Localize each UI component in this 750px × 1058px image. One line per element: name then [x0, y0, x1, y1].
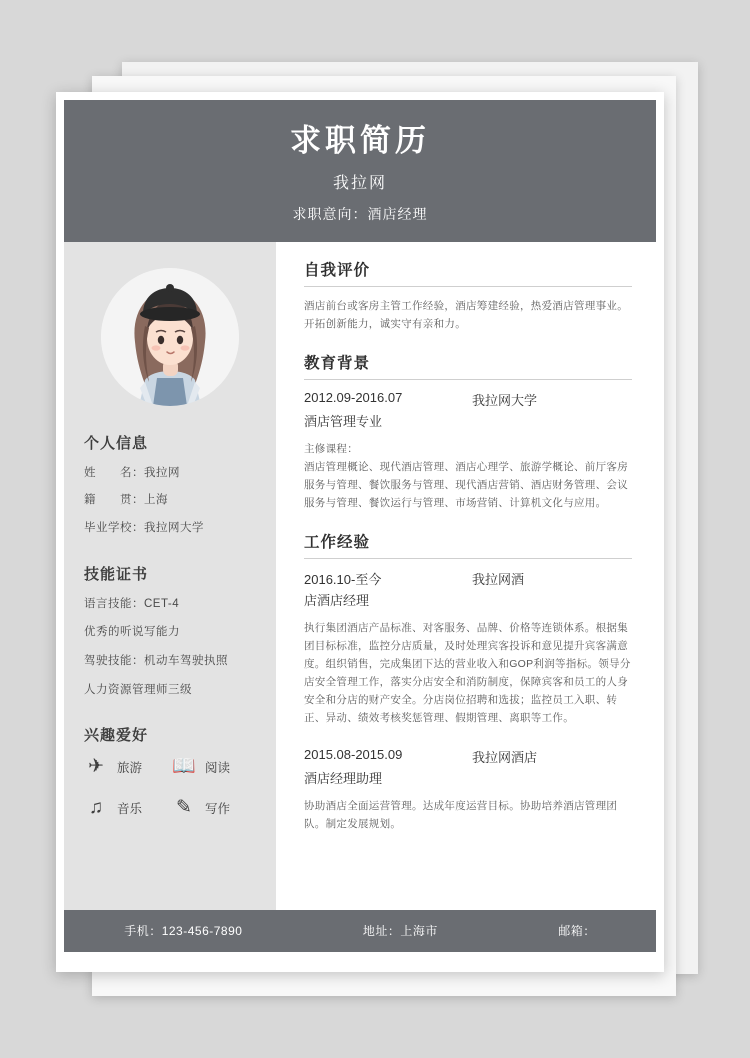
education-entry-head — [304, 390, 632, 409]
experience-company: 我拉网酒店 — [472, 750, 538, 766]
experience-details: 执行集团酒店产品标准、对客服务、品牌、价格等连锁体系。根据集团目标标准，监控分店质量，及时处理宾客投诉和意见提升宾客满意度。组织销售，完成集团下达的营业收入和GOP利润等指标。领导分店安全管理工作，落实分店安全和消防制度，保障宾客和员工的人身安全和分店的财产安全。分店岗位招聘和选拔；监控员工入职、转正、异动、绩效考核奖惩管理、假期管理、离职等工作。 — [304, 622, 631, 725]
resume-title: 求职简历 — [290, 123, 430, 158]
experience-company: 我拉网酒 — [472, 572, 525, 588]
experience-date: 2016.10-至今 — [304, 572, 382, 588]
skill-item: 语言技能：CET-4 — [84, 597, 180, 610]
hobby-list — [84, 757, 256, 817]
education-courses: 酒店管理概论、现代酒店管理、酒店心理学、旅游学概论、前厅客房服务与管理、餐饮服务与管理、现代酒店营销、酒店财务管理、会议服务与管理、餐饮运行与管理、市场营销、计算机文化与应用。 — [304, 460, 628, 509]
music-note-icon: ♫ — [88, 797, 104, 819]
section-self-evaluation — [304, 258, 632, 333]
hobby-label: 音乐 — [117, 801, 143, 816]
experience-item — [304, 569, 632, 727]
section-title-hobbies: 兴趣爱好 — [84, 727, 149, 745]
self-evaluation-text: 酒店前台或客房主管工作经验，酒店筹建经验，热爱酒店管理事业。开拓创新能力，诚实守有亲和力。 — [304, 299, 628, 330]
section-title-experience: 工作经验 — [304, 534, 371, 552]
education-school: 我拉网大学 — [472, 392, 538, 408]
education-date: 2012.09-2016.07 — [304, 389, 403, 405]
experience-details: 协助酒店全面运营管理。达成年度运营目标。协助培养酒店管理团队。制定发展规划。 — [304, 800, 618, 831]
divider — [304, 286, 632, 287]
resume-body — [64, 242, 656, 910]
info-hometown: 籍 贯：上海 — [84, 494, 168, 507]
pencil-icon: ✎ — [176, 797, 192, 819]
book-icon: 📖 — [172, 756, 196, 778]
skill-item: 人力资源管理师三级 — [84, 683, 192, 696]
experience-entry-head — [304, 747, 632, 766]
section-experience — [304, 530, 632, 833]
hobby-label: 写作 — [205, 801, 231, 816]
hobby-label: 阅读 — [205, 760, 231, 775]
resume-sheet — [56, 92, 664, 972]
section-title-education: 教育背景 — [304, 354, 371, 372]
experience-item — [304, 747, 632, 833]
section-title-personal-info: 个人信息 — [84, 434, 149, 452]
resume-footer — [64, 910, 656, 952]
hobby-item — [172, 757, 256, 776]
divider — [304, 379, 632, 380]
main-content — [276, 242, 656, 910]
avatar-illustration — [101, 268, 239, 406]
education-major: 酒店管理专业 — [304, 413, 383, 429]
resume-header — [64, 100, 656, 242]
section-title-skills: 技能证书 — [84, 565, 149, 583]
footer-address: 地址：上海市 — [362, 924, 438, 939]
section-education — [304, 351, 632, 512]
experience-position: 店酒店经理 — [304, 593, 370, 609]
hobby-item — [84, 757, 168, 776]
info-name: 姓 名：我拉网 — [84, 466, 180, 479]
airplane-icon: ✈ — [88, 756, 104, 778]
skill-item: 优秀的听说写能力 — [84, 626, 180, 639]
hobby-item — [84, 798, 168, 817]
sidebar — [64, 242, 276, 910]
experience-date: 2015.08-2015.09 — [304, 747, 403, 763]
education-courses-label: 主修课程： — [304, 442, 358, 455]
resume-subtitle: 我拉网 — [332, 174, 387, 192]
experience-position: 酒店经理助理 — [304, 771, 383, 787]
divider — [304, 558, 632, 559]
hobby-label: 旅游 — [117, 760, 143, 775]
skill-item: 驾驶技能：机动车驾驶执照 — [84, 655, 228, 668]
footer-email: 邮箱： — [558, 924, 596, 939]
section-title-self-evaluation: 自我评价 — [304, 261, 371, 279]
info-school: 毕业学校：我拉网大学 — [84, 522, 204, 535]
hobby-item — [172, 798, 256, 817]
avatar — [101, 268, 239, 406]
experience-entry-head — [304, 569, 632, 588]
job-intent: 求职意向：酒店经理 — [292, 205, 428, 222]
footer-phone: 手机：123-456-7890 — [124, 924, 243, 939]
